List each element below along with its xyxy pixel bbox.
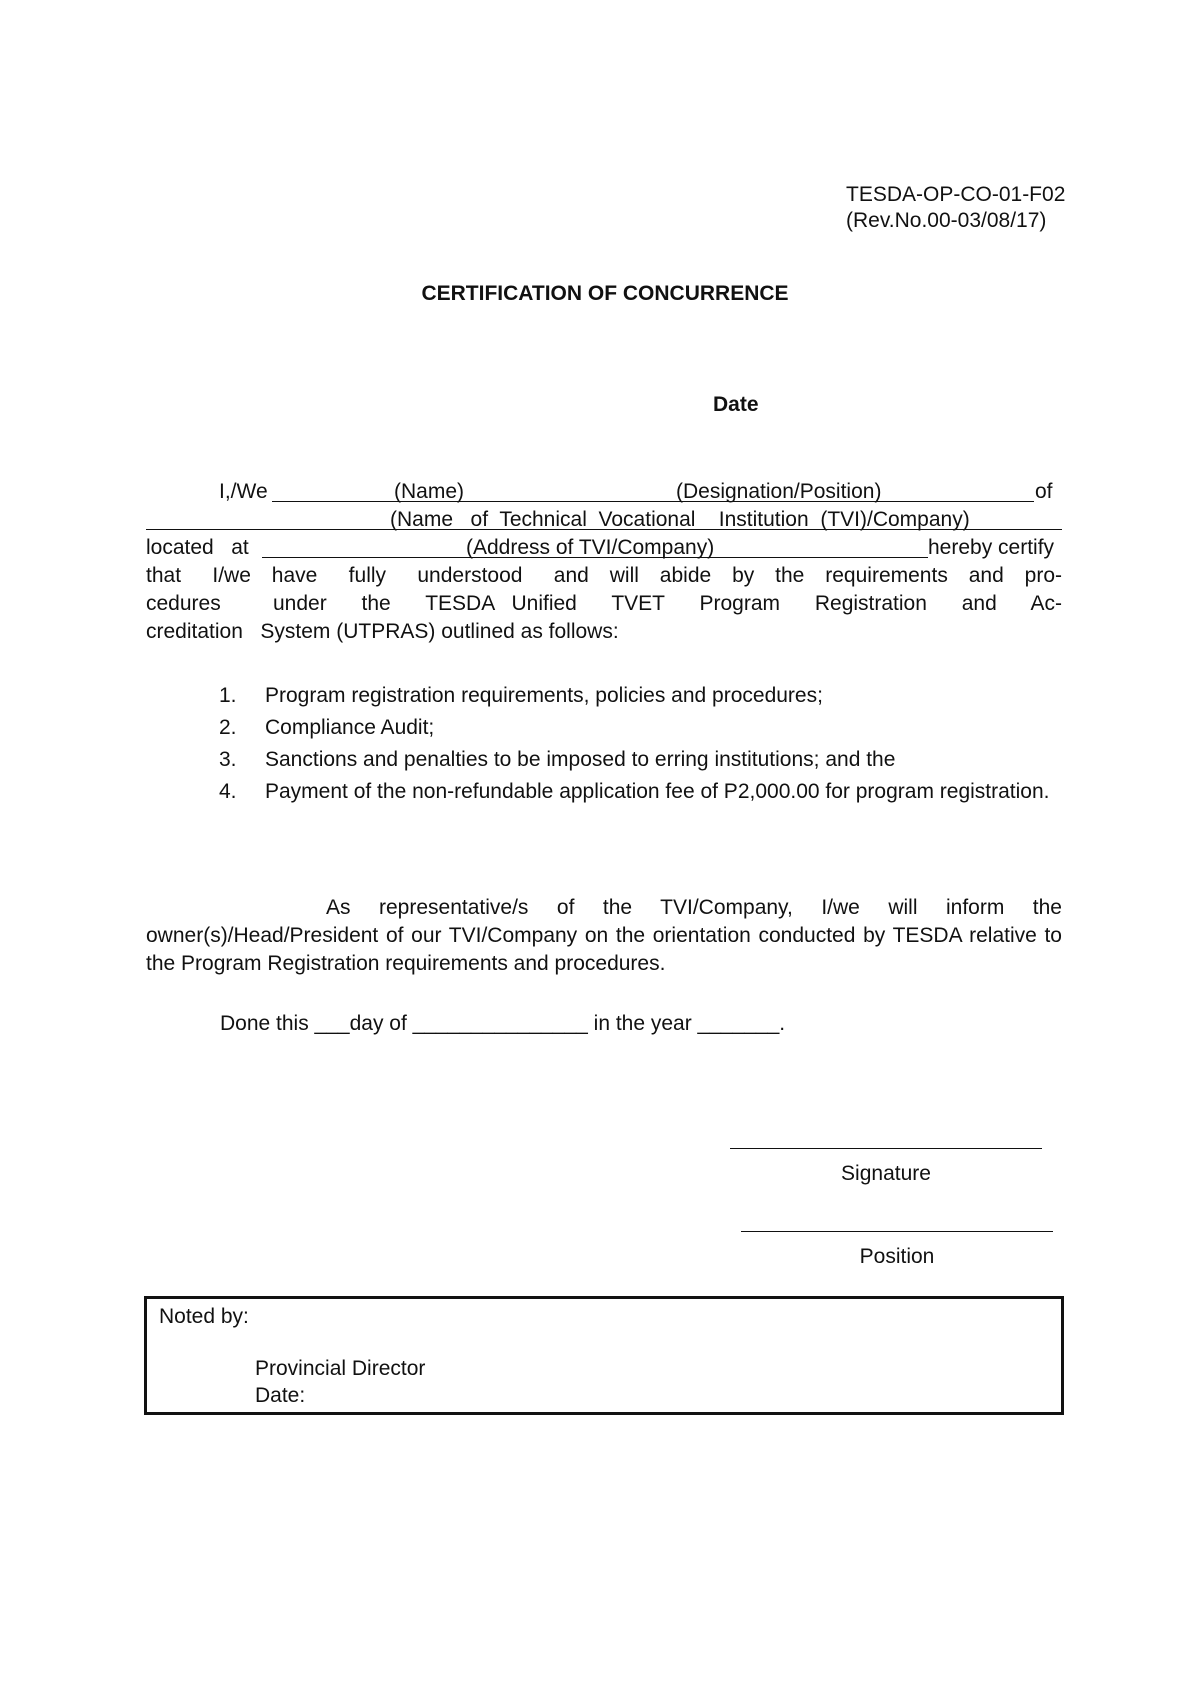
- located-at-label: located at: [146, 536, 249, 559]
- list-item-text: Payment of the non-refundable application fee of P2,000.00 for program registration.: [265, 780, 1050, 803]
- list-item-number: 4.: [219, 780, 237, 803]
- list-item-text: Program registration requirements, policies and procedures;: [265, 684, 823, 707]
- position-label: Position: [859, 1245, 935, 1268]
- noted-date-label: Date:: [255, 1384, 306, 1407]
- body-line-6: [146, 618, 1062, 646]
- list-item: [146, 714, 1062, 742]
- list-item-number: 1.: [219, 684, 237, 707]
- body-line-1: [146, 478, 1062, 506]
- done-this-line: Done this ___day of _______________ in the year _______.: [220, 1012, 786, 1035]
- provincial-director-label: Provincial Director: [255, 1357, 426, 1380]
- representative-paragraph: As representative/s of the TVI/Company, I/we will inform the owner(s)/Head/President of our TVI/Company on the orientation conducted by TESDA relative to the Program Registration requirements and procedures.: [146, 896, 1062, 975]
- document-title: CERTIFICATION OF CONCURRENCE: [421, 282, 789, 305]
- noted-by-box: [144, 1296, 1064, 1415]
- institution-placeholder: (Name of Technical Vocational Institution (TVI)/Company): [390, 508, 970, 531]
- iwe-label: I,/We: [219, 480, 268, 503]
- body-text-line-4: that I/we have fully understood and will abide by the requirements and pro-: [146, 564, 1062, 587]
- body-line-5: [146, 590, 1062, 618]
- certification-body: [146, 478, 1062, 646]
- designation-placeholder: (Designation/Position): [676, 480, 882, 503]
- form-code-block: [846, 182, 1065, 234]
- date-label: Date: [713, 393, 759, 416]
- list-item-number: 3.: [219, 748, 237, 771]
- requirements-list: [146, 682, 1062, 810]
- hereby-certify-text: hereby certify: [928, 536, 1055, 559]
- list-item: [146, 778, 1062, 806]
- body-line-4: [146, 562, 1062, 590]
- signature-label: Signature: [841, 1162, 931, 1185]
- revision-number: (Rev.No.00-03/08/17): [846, 209, 1047, 232]
- list-item-text: Compliance Audit;: [265, 716, 435, 739]
- body-text-line-6: creditation System (UTPRAS) outlined as follows:: [146, 620, 619, 643]
- list-item: [146, 746, 1062, 774]
- list-item: [146, 682, 1062, 710]
- noted-by-label: Noted by:: [159, 1305, 249, 1328]
- position-line[interactable]: [741, 1231, 1053, 1232]
- signature-line[interactable]: [730, 1148, 1042, 1149]
- form-code: TESDA-OP-CO-01-F02: [846, 183, 1066, 206]
- list-item-text: Sanctions and penalties to be imposed to erring institutions; and the: [265, 748, 896, 771]
- body-text-line-5: cedures under the TESDA Unified TVET Program Registration and Ac-: [146, 592, 1062, 615]
- name-designation-blank[interactable]: [272, 478, 1034, 502]
- address-placeholder: (Address of TVI/Company): [466, 536, 715, 559]
- body-line-2: [146, 506, 1062, 534]
- name-placeholder: (Name): [394, 480, 465, 503]
- body-line-3: [146, 534, 1062, 562]
- of-label: of: [1035, 480, 1053, 503]
- list-item-number: 2.: [219, 716, 237, 739]
